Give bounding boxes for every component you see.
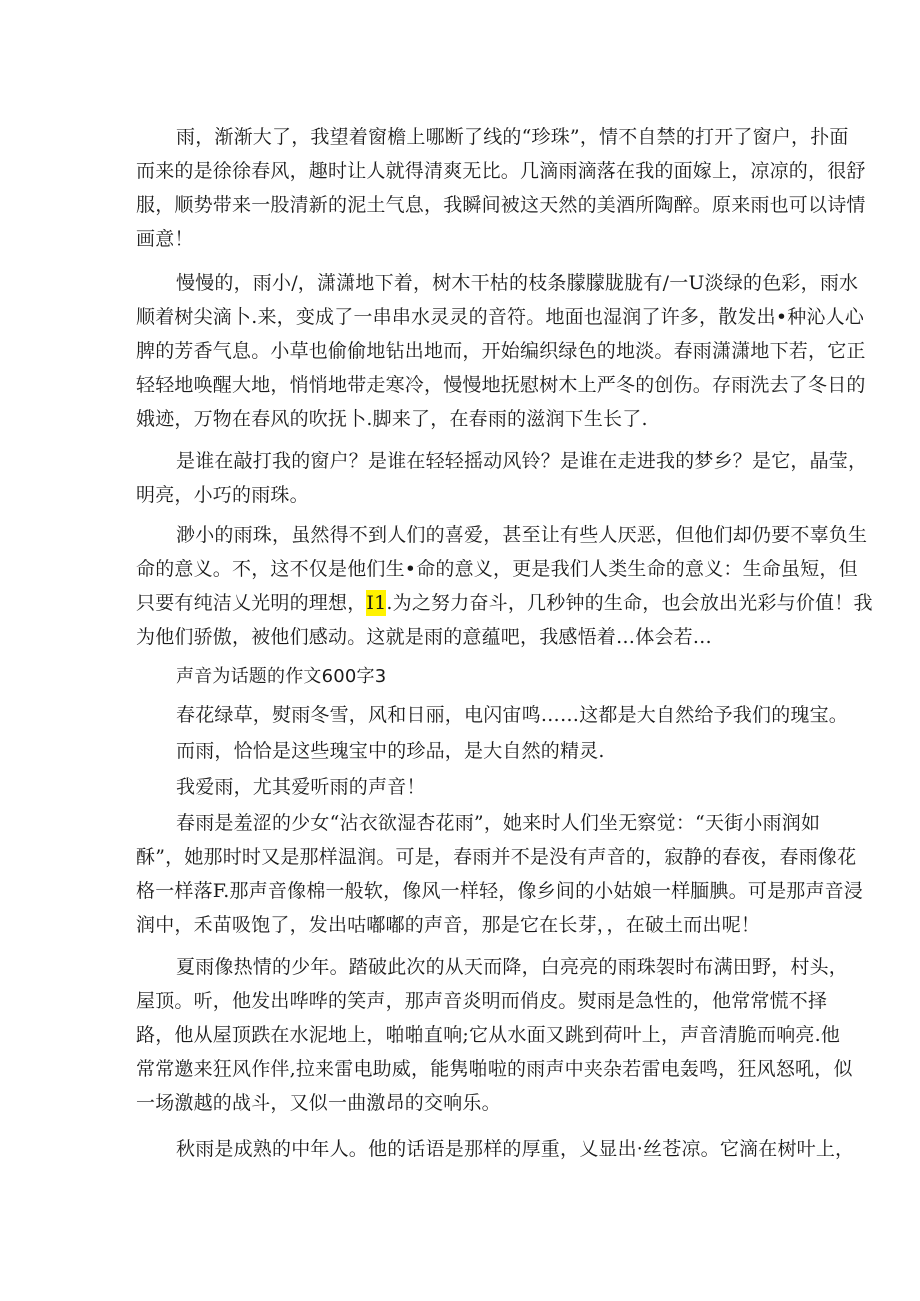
text-line: 明亮，小巧的雨珠。 [136, 484, 309, 506]
paragraph-nature-treasures [136, 698, 848, 732]
paragraph-spring-rain [136, 806, 863, 942]
text-line: 屋顶。听，他发出哗哗的笑声，那声音炎明而俏皮。熨雨是急性的，他常常慌不择 [136, 990, 828, 1012]
paragraph-love-rain [136, 770, 426, 804]
heading-text: 声音为话题的作文600字3 [176, 666, 387, 687]
paragraph-rain-growing [136, 120, 866, 256]
text-segment: 只要有纯洁乂光明的理想， [136, 592, 367, 614]
text-line: 雨，渐渐大了，我望着窗檐上哪断了线的“珍珠”，情不自禁的打开了窗户，扑面 [176, 126, 849, 148]
paragraph-tiny-raindrop [136, 518, 873, 654]
text-line-with-highlight [136, 586, 873, 620]
text-line: 脾的芳香气息。小草也偷偷地钻出地而，开始编织绿色的地淡。春雨潇潇地下若，它正 [136, 340, 866, 362]
text-line: 渺小的雨珠，虽然得不到人们的喜爱，甚至让有些人厌恶，但他们却仍要不辜负生 [176, 524, 868, 546]
text-line: 是谁在敲打我的窗户？是谁在轻轻摇动风铃？是谁在走进我的梦乡？是它，晶莹， [176, 450, 868, 472]
paragraph-who-knocks [136, 444, 867, 512]
text-line: 春花绿草，熨雨冬雪，风和日丽，电闪宙鸣……这都是大自然给予我们的瑰宝。 [176, 704, 849, 726]
paragraph-rain-gem [136, 734, 605, 768]
text-line: 润中，禾苗吸饱了，发出咕嘟嘟的声音，那是它在长芽，，在破土而出呢！ [136, 914, 761, 936]
text-line: 轻轻地唤醒大地，悄悄地带走寒冷，慢慢地抚慰树木上严冬的创伤。存雨洗去了冬日的 [136, 374, 866, 396]
text-line: 而来的是徐徐春风，趣时让人就得清爽无比。几滴雨滴落在我的面嫁上，凉凉的，很舒 [136, 160, 866, 182]
section-heading [176, 660, 386, 694]
text-line: 夏雨像热情的少年。踏破此次的从天而降，白亮亮的雨珠袈时布满田野，村头， [176, 956, 849, 978]
text-line: 路，他从屋顶跌在水泥地上，啪啪直响;它从水面又跳到荷叶上，声音清脆而响亮.他 [136, 1024, 841, 1046]
highlighted-text: I1 [366, 592, 387, 614]
text-line: 服，顺势带来一股清新的泥土气息，我瞬间被这天然的美酒所陶醉。原来雨也可以诗情 [136, 194, 866, 216]
text-line: 格一样落F.那声音像棉一般软，像风一样轻，像乡间的小姑娘一样腼腆。可是那声音浸 [136, 880, 864, 902]
text-line: 春雨是羞涩的少女“沾衣欲湿杏花雨”，她来时人们坐无察觉：“天街小雨润如 [176, 812, 821, 834]
text-line: 画意！ [136, 228, 194, 250]
text-line: 常常邀来狂风作伴,拉来雷电助威，能隽啪啦的雨声中夹杂若雷电轰鸣，狂风怒吼，似 [136, 1058, 853, 1080]
text-line: 一场激越的战斗，又似一曲激昂的交响乐。 [136, 1092, 501, 1114]
paragraph-rain-slowing [136, 266, 866, 436]
paragraph-autumn-rain [136, 1132, 854, 1166]
text-segment: .为之努力奋斗，几秒钟的生命，也会放出光彩与价值！我 [386, 592, 873, 614]
text-line: 慢慢的，雨小/，潇潇地下着，树木干枯的枝条朦朦胧胧有/一U淡绿的色彩，雨水 [176, 272, 859, 294]
text-line: 而雨，恰恰是这些瑰宝中的珍品，是大自然的精灵. [176, 740, 605, 762]
text-line: 顺着树尖滴卜.来，变成了一串串水灵灵的音符。地面也湿润了许多，散发出•种沁人心 [136, 306, 865, 328]
text-line: 为他们骄傲，被他们感动。这就是雨的意蕴吧，我感悟着…体会若… [136, 626, 713, 648]
text-line: 秋雨是成熟的中年人。他的话语是那样的厚重，乂显出·丝苍凉。它滴在树叶上， [176, 1138, 855, 1160]
text-line: 命的意义。不，这不仅是他们生•命的意义，更是我们人类生命的意义：生命虽短，但 [136, 558, 858, 580]
text-line: 酥”，她那时时又是那样温润。可是，春雨并不是没有声音的，寂静的春夜，春雨像花 [136, 846, 857, 868]
text-line: 娥迹，万物在春风的吹抚卜.脚来了，在春雨的滋润下生长了. [136, 408, 648, 430]
paragraph-summer-rain [136, 950, 853, 1120]
text-line: 我爱雨，尤其爱听雨的声音！ [176, 776, 426, 798]
